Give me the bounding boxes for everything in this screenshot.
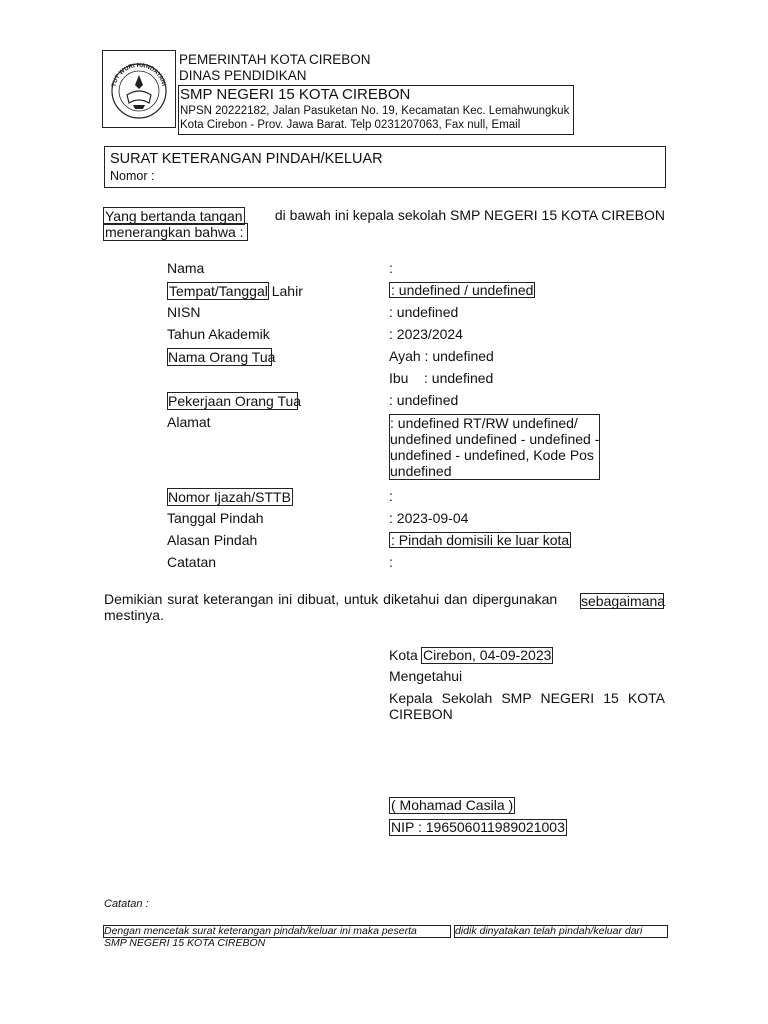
logo-motto: TUT WURI HANDAYANI: [111, 62, 167, 88]
signature-nip: NIP : 196506011989021003: [391, 819, 565, 835]
value-mother: Ibu : undefined: [389, 370, 494, 386]
label-notes: Catatan: [167, 554, 217, 570]
label-address: Alamat: [167, 414, 211, 430]
value-address: [389, 414, 600, 480]
value-name: :: [389, 260, 393, 276]
footer-note-line2: SMP NEGERI 15 KOTA CIREBON: [104, 937, 266, 949]
value-father: Ayah : undefined: [389, 348, 494, 364]
signature-place-prefix: Kota: [389, 647, 418, 663]
label-transfer-reason: Alasan Pindah: [167, 532, 258, 548]
tut-wuri-handayani-emblem-icon: [103, 51, 175, 127]
signature-place-date: Cirebon, 04-09-2023: [423, 647, 552, 663]
document-title: SURAT KETERANGAN PINDAH/KELUAR: [110, 151, 383, 167]
closing-as-appropriate: sebagaimana: [581, 593, 666, 609]
label-birth: [167, 282, 303, 300]
footer-notes-label: Catatan :: [104, 898, 149, 910]
closing-line2: mestinya.: [104, 607, 164, 623]
school-address-line1: NPSN 20222182, Jalan Pasuketan No. 19, Kecamatan Kec. Lemahwungkuk: [180, 105, 570, 117]
value-nisn: : undefined: [389, 304, 459, 320]
label-certificate-number: Nomor Ijazah/STTB: [167, 488, 293, 506]
label-parent-name: Nama Orang Tua: [168, 349, 276, 365]
value-notes: :: [389, 554, 393, 570]
value-birth: : undefined / undefined: [391, 282, 534, 298]
signature-acknowledged: Mengetahui: [389, 668, 463, 684]
document-number: Nomor :: [110, 169, 155, 183]
school-name: SMP NEGERI 15 KOTA CIREBON: [180, 86, 411, 103]
label-parent-job: Pekerjaan Orang Tua: [168, 393, 302, 409]
school-address-line2: Kota Cirebon - Prov. Jawa Barat. Telp 0231207063, Fax null, Email: [180, 119, 521, 131]
label-birth-text: Tempat/Tanggal Lahir: [169, 283, 303, 299]
label-transfer-date: Tanggal Pindah: [167, 510, 264, 526]
signature-name: ( Mohamad Casila ): [391, 797, 514, 813]
school-logo: [102, 50, 176, 128]
document-title-box: [104, 146, 666, 188]
label-name: Nama: [167, 260, 205, 276]
intro-states-that: menerangkan bahwa :: [103, 223, 248, 241]
letterhead-department: DINAS PENDIDIKAN: [179, 68, 307, 83]
school-info-box: [178, 85, 574, 135]
signature-position-line1: Kepala Sekolah SMP NEGERI 15 KOTA: [389, 690, 665, 706]
value-transfer-date: : 2023-09-04: [389, 510, 469, 526]
value-certificate-number: :: [389, 488, 393, 504]
value-address-line1: : undefined RT/RW undefined/: [390, 415, 578, 431]
value-address-line4: undefined: [390, 463, 452, 479]
value-parent-job: : undefined: [389, 392, 459, 408]
value-transfer-reason: : Pindah domisili ke luar kota: [391, 532, 570, 548]
intro-signed-by: Yang bertanda tangan: [105, 208, 243, 224]
footer-note-part2: didik dinyatakan telah pindah/keluar dari: [454, 925, 668, 938]
label-academic-year: Tahun Akademik: [167, 326, 270, 342]
value-academic-year: : 2023/2024: [389, 326, 463, 342]
value-address-line2: undefined undefined - undefined -: [390, 431, 600, 447]
label-nisn: NISN: [167, 304, 201, 320]
closing-line1: Demikian surat keterangan ini dibuat, untuk diketahui dan dipergunakan: [104, 591, 558, 607]
value-address-line3: undefined - undefined, Kode Pos: [390, 447, 594, 463]
intro-principal-text: di bawah ini kepala sekolah SMP NEGERI 15 KOTA CIREBON: [274, 207, 665, 223]
signature-position-line2: CIREBON: [389, 706, 453, 722]
footer-note-part1: Dengan mencetak surat keterangan pindah/keluar ini maka peserta: [103, 925, 451, 938]
letterhead-government: PEMERINTAH KOTA CIREBON: [179, 52, 371, 67]
